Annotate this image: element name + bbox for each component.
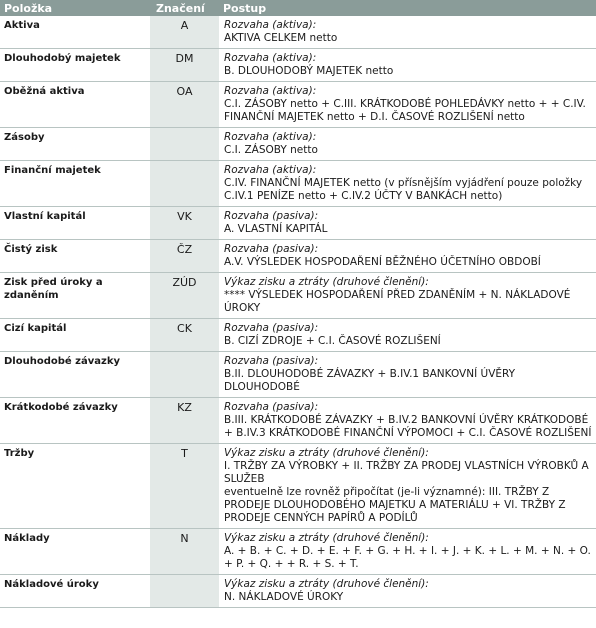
row-code: A xyxy=(150,16,219,49)
row-formula: A. + B. + C. + D. + E. + F. + G. + H. + I. + J. + K. + L. + M. + N. + O. + P. + Q. + + R. + S. + T. xyxy=(224,545,591,570)
row-source: Rozvaha (aktiva): xyxy=(224,52,317,64)
row-procedure xyxy=(219,161,596,207)
row-code xyxy=(150,575,219,608)
row-item-name: Tržby xyxy=(0,444,150,529)
row-formula: C.IV. FINANČNÍ MAJETEK netto (v přísnějším vyjádření pouze položky C.IV.1 PENÍZE netto + C.IV.2 ÚČTY V BANKÁCH netto) xyxy=(224,177,583,202)
row-formula: N. NÁKLADOVÉ ÚROKY xyxy=(224,591,344,603)
table-row xyxy=(0,49,596,82)
row-source: Rozvaha (aktiva): xyxy=(224,85,317,97)
row-formula-extra: eventuelně lze rovněž připočítat (je-li významné): III. TRŽBY Z PRODEJE DLOUHODOBÉHO MAJETKU A MATERIÁLU + VI. TRŽBY Z PRODEJE CENNÝCH PAPÍRŮ A PODÍLŮ xyxy=(224,486,566,524)
row-code: VK xyxy=(150,207,219,240)
row-code: N xyxy=(150,529,219,575)
row-source: Výkaz zisku a ztráty (druhové členění): xyxy=(224,447,429,459)
row-formula: C.I. ZÁSOBY netto xyxy=(224,144,318,156)
row-code xyxy=(150,161,219,207)
row-formula: A. VLASTNÍ KAPITÁL xyxy=(224,223,328,235)
row-item-name: Krátkodobé závazky xyxy=(0,398,150,444)
row-source: Rozvaha (aktiva): xyxy=(224,131,317,143)
row-procedure xyxy=(219,319,596,352)
row-item-name: Cizí kapitál xyxy=(0,319,150,352)
row-formula: C.I. ZÁSOBY netto + C.III. KRÁTKODOBÉ POHLEDÁVKY netto + + C.IV. FINANČNÍ MAJETEK netto + D.I. ČASOVÉ ROZLIŠENÍ netto xyxy=(224,98,586,123)
row-source: Výkaz zisku a ztráty (druhové členění): xyxy=(224,578,429,590)
row-procedure xyxy=(219,128,596,161)
table-row xyxy=(0,398,596,444)
row-formula: A.V. VÝSLEDEK HOSPODAŘENÍ BĚŽNÉHO ÚČETNÍHO OBDOBÍ xyxy=(224,256,541,268)
row-source: Výkaz zisku a ztráty (druhové členění): xyxy=(224,276,429,288)
row-procedure xyxy=(219,398,596,444)
row-code: CK xyxy=(150,319,219,352)
row-formula: I. TRŽBY ZA VÝROBKY + II. TRŽBY ZA PRODEJ VLASTNÍCH VÝROBKŮ A SLUŽEB xyxy=(224,460,589,485)
table-row xyxy=(0,16,596,49)
row-item-name: Finanční majetek xyxy=(0,161,150,207)
table-row xyxy=(0,161,596,207)
row-source: Rozvaha (aktiva): xyxy=(224,19,317,31)
row-item-name: Aktiva xyxy=(0,16,150,49)
table-row xyxy=(0,207,596,240)
row-code: T xyxy=(150,444,219,529)
row-code: ZÚD xyxy=(150,273,219,319)
row-formula: B. CIZÍ ZDROJE + C.I. ČASOVÉ ROZLIŠENÍ xyxy=(224,335,441,347)
row-source: Rozvaha (pasiva): xyxy=(224,401,319,413)
row-source: Rozvaha (pasiva): xyxy=(224,243,319,255)
row-procedure xyxy=(219,82,596,128)
row-procedure xyxy=(219,444,596,529)
table-row xyxy=(0,128,596,161)
table-row xyxy=(0,82,596,128)
row-code xyxy=(150,352,219,398)
row-procedure xyxy=(219,16,596,49)
row-formula: B.II. DLOUHODOBÉ ZÁVAZKY + B.IV.1 BANKOVNÍ ÚVĚRY DLOUHODOBÉ xyxy=(224,368,516,393)
row-procedure xyxy=(219,352,596,398)
row-procedure xyxy=(219,240,596,273)
row-source: Rozvaha (pasiva): xyxy=(224,355,319,367)
table-row xyxy=(0,319,596,352)
header-item: Položka xyxy=(0,0,150,16)
row-procedure xyxy=(219,207,596,240)
row-item-name: Nákladové úroky xyxy=(0,575,150,608)
row-code: ČZ xyxy=(150,240,219,273)
row-procedure xyxy=(219,49,596,82)
row-procedure xyxy=(219,575,596,608)
row-item-name: Zisk před úroky a zdaněním xyxy=(0,273,150,319)
table-row xyxy=(0,352,596,398)
row-source: Rozvaha (pasiva): xyxy=(224,210,319,222)
row-source: Výkaz zisku a ztráty (druhové členění): xyxy=(224,532,429,544)
row-code xyxy=(150,128,219,161)
table-row xyxy=(0,273,596,319)
row-item-name: Dlouhodobé závazky xyxy=(0,352,150,398)
row-item-name: Oběžná aktiva xyxy=(0,82,150,128)
table-header-row xyxy=(0,0,596,16)
row-item-name: Vlastní kapitál xyxy=(0,207,150,240)
table-row xyxy=(0,444,596,529)
row-item-name: Dlouhodobý majetek xyxy=(0,49,150,82)
row-item-name: Čistý zisk xyxy=(0,240,150,273)
table-row xyxy=(0,575,596,608)
row-formula: B.III. KRÁTKODOBÉ ZÁVAZKY + B.IV.2 BANKOVNÍ ÚVĚRY KRÁTKODOBÉ + B.IV.3 KRÁTKODOBÉ FINANČNÍ VÝPOMOCI + C.I. ČASOVÉ ROZLIŠENÍ xyxy=(224,414,592,439)
row-formula: AKTIVA CELKEM netto xyxy=(224,32,338,44)
row-formula: B. DLOUHODOBÝ MAJETEK netto xyxy=(224,65,394,77)
header-procedure: Postup xyxy=(219,0,596,16)
header-code: Značení xyxy=(150,0,219,16)
row-procedure xyxy=(219,529,596,575)
row-source: Rozvaha (aktiva): xyxy=(224,164,317,176)
row-code: KZ xyxy=(150,398,219,444)
row-code: DM xyxy=(150,49,219,82)
row-formula: **** VÝSLEDEK HOSPODAŘENÍ PŘED ZDANĚNÍM + N. NÁKLADOVÉ ÚROKY xyxy=(224,289,571,314)
row-item-name: Zásoby xyxy=(0,128,150,161)
table-row xyxy=(0,240,596,273)
row-code: OA xyxy=(150,82,219,128)
row-item-name: Náklady xyxy=(0,529,150,575)
table-row xyxy=(0,529,596,575)
row-procedure xyxy=(219,273,596,319)
row-source: Rozvaha (pasiva): xyxy=(224,322,319,334)
